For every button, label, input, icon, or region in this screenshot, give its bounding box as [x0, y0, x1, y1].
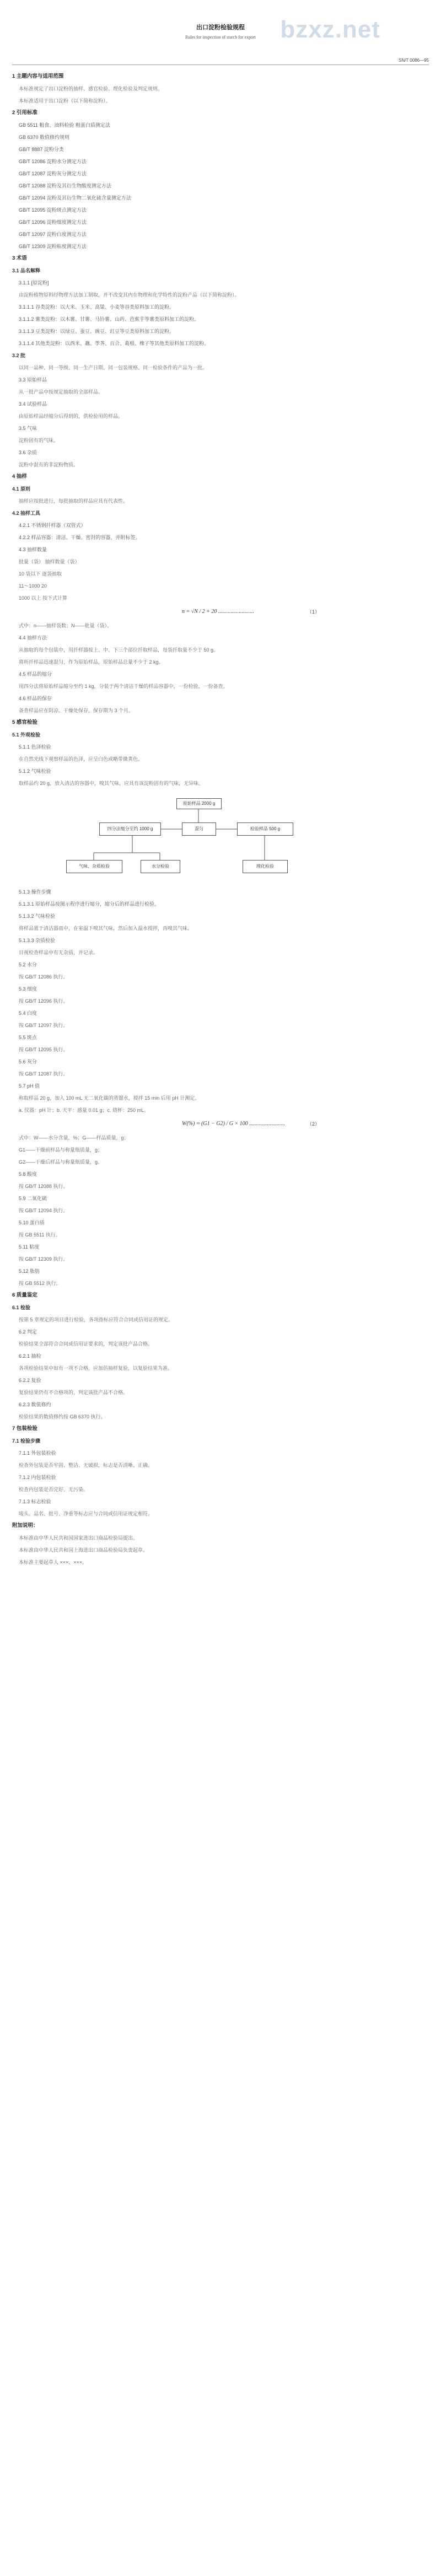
- subclause-text-text: 3.1.1.2 薯类淀粉：以木薯、甘薯、马铃薯、山药、芭蕉芋等薯类原料加工的淀粉。: [19, 316, 200, 322]
- paragraph-text: [0, 580, 441, 592]
- paragraph-text: [0, 1338, 441, 1350]
- clause-heading-text: 3.4 试验样品: [19, 401, 47, 407]
- clause-heading: [0, 447, 441, 459]
- section-heading: [0, 471, 441, 483]
- section-heading-text: 2 引用标准: [12, 110, 37, 116]
- reference-standard: [0, 240, 441, 252]
- clause-heading: [0, 1168, 441, 1180]
- paragraph-text: [0, 1386, 441, 1399]
- paragraph-text: [0, 1229, 441, 1241]
- clause-heading: [0, 632, 441, 644]
- paragraph-text-text: 将所扦样品迅速混匀，作为原始样品，原始样品总量不少于 2 kg。: [19, 659, 164, 665]
- paragraph-text: [0, 680, 441, 692]
- section-heading: [0, 1423, 441, 1435]
- paragraph-text: [0, 386, 441, 398]
- clause-heading: [0, 1374, 441, 1386]
- subsection-heading-text: 4.2 抽样工具: [12, 510, 41, 516]
- clause-heading-text: 5.11 粘度: [19, 1244, 40, 1250]
- paragraph-text-text: G2——干燥后样品与称量瓶质量，g。: [19, 1159, 103, 1165]
- clause-heading: [0, 1241, 441, 1253]
- clause-heading-text: 5.4 白度: [19, 1010, 37, 1016]
- clause-heading: [0, 422, 441, 434]
- paragraph-text-text: 由原始样品经缩分后得到的，供检验用的样品。: [19, 413, 123, 419]
- flow-box-original-sample: 原始样品 2000 g: [176, 798, 222, 809]
- paragraph-text-text: 抽样应按批进行，每批抽取的样品应具有代表性。: [19, 498, 128, 504]
- reference-standard: [0, 168, 441, 180]
- paragraph-text: [0, 1019, 441, 1031]
- paragraph-text: [0, 1068, 441, 1080]
- paragraph-text: [0, 1204, 441, 1217]
- subclause-text-text: 5.1.3.1 原始样品按图示程序进行缩分，缩分后的样品进行检验。: [19, 901, 160, 907]
- formula: [0, 1116, 441, 1132]
- reference-standard: [0, 119, 441, 131]
- clause-heading-text: 5.1.3 操作步骤: [19, 889, 51, 895]
- paragraph-text-text: G1——干燥前样品与称量瓶质量，g；: [19, 1147, 103, 1153]
- paragraph-text: [0, 83, 441, 95]
- clause-heading: [0, 1056, 441, 1068]
- clause-heading-text: 3.6 杂质: [19, 450, 37, 455]
- document-body: [0, 71, 441, 1568]
- subclause-text-text: 3.1.1.1 谷类淀粉：以大米、玉米、高粱、小麦等谷类原料加工的淀粉。: [19, 304, 175, 310]
- closing-note-text: 本标准由中华人民共和国国家进出口商品检验局提出。: [19, 1535, 138, 1541]
- paragraph-text-text: 检验结果的数值修约按 GB 6370 执行。: [19, 1414, 106, 1419]
- clause-heading-text: 7.1.1 外包装检验: [19, 1450, 56, 1456]
- subsection-heading: [0, 729, 441, 741]
- paragraph-text-text: 各项检验结果中如有一项不合格，应加倍抽样复验，以复验结果为准。: [19, 1365, 173, 1371]
- clause-heading-text: 4.6 样品的保存: [19, 696, 52, 701]
- clause-heading-text: 3.3 原始样品: [19, 377, 47, 383]
- formula-expression: n = √N / 2 + 20 ..........................: [182, 609, 254, 615]
- clause-heading: [0, 1350, 441, 1362]
- paragraph-text-text: 按 GB/T 12096 执行。: [19, 998, 68, 1004]
- closing-note: [0, 1556, 441, 1568]
- paragraph-text-text: 按 GB 5512 执行。: [19, 1281, 61, 1286]
- subsection-heading: [0, 1435, 441, 1447]
- paragraph-text-text: 11～1000 20: [19, 583, 47, 589]
- paragraph-text-text: 按 GB 5511 执行。: [19, 1232, 61, 1238]
- paragraph-text: [0, 95, 441, 107]
- paragraph-text-text: 按 GB/T 12309 执行。: [19, 1256, 68, 1262]
- reference-standard-text: GB/T 12094 淀粉及其衍生物二氧化硫含量测定方法: [19, 195, 131, 201]
- subsection-heading: [0, 349, 441, 362]
- clause-heading-text: 5.8 酸度: [19, 1171, 37, 1177]
- paragraph-text-text: 将样品置于清洁器皿中，在室温下嗅其气味，然后加入温水搅拌，再嗅其气味。: [19, 926, 193, 931]
- clause-heading-text: 5.7 pH 值: [19, 1083, 40, 1089]
- sampling-flowchart: [0, 789, 441, 886]
- section-heading: [0, 717, 441, 729]
- formula-number: （2）: [306, 1121, 320, 1127]
- subsection-heading: [0, 507, 441, 519]
- subsection-heading-text: 4.1 原则: [12, 486, 31, 492]
- subsection-heading-text: 5.1 外观检验: [12, 732, 41, 738]
- paragraph-text-text: 由淀粉植物原料经物理方法加工制取，并不改变其内在物理和化学特性的淀粉产品（以下简称淀粉）。: [19, 292, 240, 298]
- reference-standard: [0, 155, 441, 168]
- subsection-heading-text: 3.2 批: [12, 353, 26, 358]
- reference-standard-text: GB/T 12086 淀粉水分测定方法: [19, 159, 87, 164]
- clause-heading-text: 7.1.3 标志检验: [19, 1499, 51, 1504]
- subsection-heading: [0, 1302, 441, 1314]
- closing-note: [0, 1544, 441, 1556]
- paragraph-text: [0, 753, 441, 765]
- clause-heading-text: 6.2 判定: [19, 1329, 37, 1335]
- subclause-text: [0, 301, 441, 313]
- subclause-text-text: 3.1.1.4 其他类淀粉：以西米、藕、荸荠、百合、葛根、橡子等其他类原料加工的淀粉。: [19, 341, 209, 346]
- paragraph-text-text: 从抽取的每个包装中，用扦样器按上、中、下三个部位扦取样品，每袋扦取量不少于 50 g。: [19, 647, 219, 653]
- paragraph-text: [0, 1180, 441, 1192]
- clause-heading-text: 4.3 抽样数量: [19, 547, 47, 552]
- paragraph-text: [0, 704, 441, 717]
- clause-heading-text: 5.2 水分: [19, 962, 37, 967]
- clause-heading: [0, 741, 441, 753]
- subclause-text: [0, 910, 441, 922]
- clause-heading: [0, 531, 441, 544]
- standard-number: SN/T 0086—95: [399, 58, 429, 63]
- section-heading: [0, 71, 441, 83]
- section-heading-text: 7 包装检验: [12, 1426, 37, 1432]
- watermark: bzxz.net: [280, 16, 380, 43]
- paragraph-text-text: 本标准规定了出口淀粉的抽样、感官检验、理化检验及判定规则。: [19, 86, 163, 92]
- paragraph-text: [0, 1104, 441, 1116]
- section-heading-text: 4 抽样: [12, 474, 27, 480]
- header-divider: [12, 64, 429, 65]
- section-heading-text: 3 术语: [12, 255, 27, 261]
- clause-heading-text: 4.4 抽样方法: [19, 635, 47, 641]
- paragraph-text-text: 式中：n——抽样袋数；N——批量（袋）。: [19, 623, 112, 628]
- reference-standard-text: GB/T 12088 淀粉及其衍生物酸度测定方法: [19, 183, 111, 189]
- paragraph-text: [0, 289, 441, 301]
- paragraph-text-text: 检验结果全部符合合同或信用证要求的，判定该批产品合格。: [19, 1341, 153, 1347]
- paragraph-text-text: 按 GB/T 12097 执行。: [19, 1023, 68, 1028]
- subclause-text-text: 5.1.3.2 气味检验: [19, 913, 56, 919]
- paragraph-text: [0, 1508, 441, 1520]
- subclause-text: [0, 898, 441, 910]
- section-heading: [0, 252, 441, 265]
- clause-heading: [0, 544, 441, 556]
- paragraph-text: [0, 556, 441, 568]
- flow-box-odor-impurity: 气味、杂质检验: [66, 860, 122, 873]
- reference-standard: [0, 131, 441, 143]
- paragraph-text: [0, 922, 441, 934]
- subclause-text: [0, 337, 441, 349]
- paragraph-text-text: 称取样品 20 g，加入 100 mL 无二氧化碳的蒸馏水，搅拌 15 min 后用 pH 计测定。: [19, 1095, 200, 1101]
- paragraph-text: [0, 1253, 441, 1265]
- paragraph-text-text: 淀粉中混有的非淀粉物质。: [19, 462, 79, 467]
- paragraph-text-text: a. 仪器：pH 计；b. 天平：感量 0.01 g；c. 烧杯：250 mL。: [19, 1107, 149, 1113]
- flow-box-mixing: 混匀: [182, 822, 216, 836]
- clause-heading-text: 5.3 细度: [19, 986, 37, 992]
- reference-standard-text: GB/T 12087 淀粉灰分测定方法: [19, 171, 87, 176]
- paragraph-text-text: 在自然光线下观察样品的色泽，应呈白色或略带微黄色。: [19, 756, 143, 762]
- paragraph-text: [0, 1411, 441, 1423]
- subclause-text: [0, 325, 441, 337]
- subclause-text-text: 3.1.1.3 豆类淀粉：以绿豆、蚕豆、豌豆、豇豆等豆类原料加工的淀粉。: [19, 329, 175, 334]
- section-heading-text: 附加说明：: [12, 1523, 39, 1529]
- paragraph-text-text: 以同一品种、同一等级、同一生产日期、同一包装规格、同一检验条件的产品为一批。: [19, 365, 208, 370]
- clause-heading: [0, 1496, 441, 1508]
- paragraph-text: [0, 592, 441, 604]
- closing-note: [0, 1532, 441, 1544]
- clause-heading-text: 4.5 样品的缩分: [19, 671, 52, 677]
- paragraph-text: [0, 459, 441, 471]
- clause-heading: [0, 1265, 441, 1277]
- formula: [0, 604, 441, 620]
- subclause-text: [0, 313, 441, 325]
- paragraph-text: [0, 1314, 441, 1326]
- paragraph-text-text: 按 GB/T 12094 执行。: [19, 1208, 68, 1213]
- flow-box-moisture: 水分检验: [141, 860, 180, 873]
- clause-heading: [0, 374, 441, 386]
- reference-standard: [0, 192, 441, 204]
- clause-heading: [0, 886, 441, 898]
- clause-heading-text: 5.12 脂肪: [19, 1268, 40, 1274]
- paragraph-text-text: 按 GB/T 12088 执行。: [19, 1184, 68, 1189]
- paragraph-text: [0, 1156, 441, 1168]
- paragraph-text-text: 检查内包装是否完好、无污染。: [19, 1487, 89, 1492]
- paragraph-text: [0, 1092, 441, 1104]
- section-heading-text: 5 感官检验: [12, 719, 37, 725]
- clause-heading: [0, 1080, 441, 1092]
- reference-standard: [0, 204, 441, 216]
- clause-heading-text: 5.5 斑点: [19, 1035, 37, 1040]
- reference-standard: [0, 228, 441, 240]
- document-subtitle: Rules for inspection of starch for export: [185, 35, 256, 40]
- subsection-heading: [0, 483, 441, 495]
- subclause-text-text: 5.1.3.3 杂质检验: [19, 938, 56, 943]
- paragraph-text-text: 按 GB/T 12086 执行。: [19, 974, 68, 980]
- paragraph-text-text: 用四分法将原始样品缩分至约 1 kg，分装于两个清洁干燥的样品容器中，一份检验，一份备查。: [19, 684, 228, 689]
- document-title: 出口淀粉检验规程: [196, 24, 245, 31]
- closing-note-text: 本标准主要起草人 ×××、×××。: [19, 1559, 88, 1565]
- clause-heading: [0, 1326, 441, 1338]
- paragraph-text-text: 从一批产品中按规定抽取的全部样品。: [19, 389, 104, 395]
- paragraph-text: [0, 644, 441, 656]
- clause-heading-text: 5.10 蛋白质: [19, 1220, 45, 1225]
- clause-heading-text: 4.2.1 不锈钢扦样器（双管式）: [19, 523, 86, 528]
- paragraph-text-text: 式中：W——水分含量，%；G——样品质量，g；: [19, 1135, 129, 1141]
- paragraph-text: [0, 971, 441, 983]
- paragraph-text-text: 批量（袋） 抽样数量（袋）: [19, 559, 80, 564]
- clause-heading: [0, 668, 441, 680]
- clause-heading-text: 7.1.2 内包装检验: [19, 1475, 56, 1480]
- clause-heading: [0, 692, 441, 704]
- paragraph-text-text: 唛头、品名、批号、净重等标志应与合同或信用证规定相符。: [19, 1511, 153, 1516]
- paragraph-text: [0, 434, 441, 447]
- paragraph-text: [0, 1483, 441, 1496]
- clause-heading-text: 6.2.1 抽检: [19, 1353, 41, 1359]
- clause-heading: [0, 1447, 441, 1459]
- reference-standard-text: GB 5511 粮食、油料检验 粗蛋白质测定法: [19, 122, 110, 128]
- reference-standard: [0, 216, 441, 228]
- paragraph-text: [0, 777, 441, 789]
- paragraph-text-text: 1000 以上 按下式计算: [19, 595, 68, 601]
- clause-heading-text: 6.2.2 复验: [19, 1378, 41, 1383]
- paragraph-text-text: 目视检查样品中有无杂质，并记录。: [19, 950, 99, 955]
- paragraph-text-text: 10 袋以下 逐袋抽取: [19, 571, 62, 577]
- paragraph-text-text: 淀粉固有的气味。: [19, 438, 59, 443]
- paragraph-text: [0, 946, 441, 959]
- paragraph-text: [0, 495, 441, 507]
- clause-heading: [0, 1007, 441, 1019]
- paragraph-text: [0, 620, 441, 632]
- subsection-heading-text: 6.1 检验: [12, 1305, 31, 1310]
- clause-heading-text: 3.1.1 [原淀粉]: [19, 280, 49, 286]
- paragraph-text-text: 按 GB/T 12095 执行。: [19, 1047, 68, 1052]
- paragraph-text: [0, 656, 441, 668]
- clause-heading-text: 3.5 气味: [19, 426, 37, 431]
- subsection-heading: [0, 265, 441, 277]
- paragraph-text: [0, 995, 441, 1007]
- paragraph-text-text: 检查外包装是否牢固、整洁、无破损，标志是否清晰、正确。: [19, 1462, 153, 1468]
- reference-standard-text: GB/T 12309 淀粉粘度测定方法: [19, 244, 87, 249]
- formula-expression: W(%) = (G1 − G2) / G × 100 ..........................: [182, 1121, 286, 1127]
- paragraph-text-text: 按第 5 章规定的项目进行检验，各项指标应符合合同或信用证的规定。: [19, 1317, 174, 1322]
- paragraph-text-text: 备查样品应在阴凉、干燥处保存，保存期为 3 个月。: [19, 708, 134, 713]
- section-heading: [0, 107, 441, 119]
- flow-box-quartering: 四分法缩分至约 1000 g: [99, 822, 161, 836]
- reference-standard-text: GB/T 12096 淀粉细度测定方法: [19, 219, 87, 225]
- reference-standard: [0, 180, 441, 192]
- paragraph-text: [0, 1459, 441, 1471]
- paragraph-text: [0, 568, 441, 580]
- flow-box-physicochemical: 理化检验: [243, 860, 288, 873]
- clause-heading: [0, 1471, 441, 1483]
- clause-heading: [0, 1031, 441, 1044]
- closing-note-text: 本标准由中华人民共和国上海进出口商品检验局负责起草。: [19, 1547, 148, 1553]
- clause-heading-text: 5.1.1 色泽检验: [19, 744, 51, 750]
- clause-heading: [0, 959, 441, 971]
- formula-number: （1）: [306, 609, 320, 615]
- reference-standard-text: GB/T 12097 淀粉白度测定方法: [19, 232, 87, 237]
- paragraph-text-text: 本标准适用于出口淀粉（以下简称淀粉）。: [19, 98, 111, 104]
- clause-heading: [0, 1399, 441, 1411]
- flow-box-test-sample: 检验样品 500 g: [237, 822, 293, 836]
- clause-heading: [0, 765, 441, 777]
- reference-standard: [0, 143, 441, 155]
- clause-heading: [0, 1217, 441, 1229]
- paragraph-text: [0, 1144, 441, 1156]
- clause-heading: [0, 398, 441, 410]
- paragraph-text: [0, 1044, 441, 1056]
- section-heading: [0, 1289, 441, 1302]
- reference-standard-text: GB 6370 数值修约规则: [19, 135, 70, 140]
- paragraph-text-text: 复验结果仍有不合格项的，判定该批产品不合格。: [19, 1390, 128, 1395]
- subsection-heading-text: 7.1 检验步骤: [12, 1438, 41, 1444]
- clause-heading: [0, 519, 441, 531]
- paragraph-text-text: 取样品约 20 g，放入清洁的容器中，嗅其气味，应具有该淀粉固有的气味，无异味。: [19, 781, 204, 786]
- reference-standard-text: GB/T 12095 淀粉斑点测定方法: [19, 207, 87, 213]
- paragraph-text: [0, 1132, 441, 1144]
- paragraph-text: [0, 410, 441, 422]
- clause-heading: [0, 277, 441, 289]
- clause-heading-text: 5.1.2 气味检验: [19, 768, 51, 774]
- section-heading: [0, 1520, 441, 1532]
- paragraph-text: [0, 1277, 441, 1289]
- reference-standard-text: GB/T 8887 淀粉分类: [19, 147, 64, 152]
- section-heading-text: 6 质量鉴定: [12, 1292, 37, 1298]
- section-heading-text: 1 主题内容与适用范围: [12, 73, 64, 79]
- clause-heading: [0, 983, 441, 995]
- subsection-heading-text: 3.1 品名解释: [12, 268, 41, 273]
- paragraph-text: [0, 362, 441, 374]
- subclause-text: [0, 934, 441, 946]
- clause-heading-text: 6.2.3 数值修约: [19, 1402, 51, 1407]
- paragraph-text-text: 按 GB/T 12087 执行。: [19, 1071, 68, 1077]
- paragraph-text: [0, 1362, 441, 1374]
- clause-heading: [0, 1192, 441, 1204]
- clause-heading-text: 5.9 二氧化硫: [19, 1196, 47, 1201]
- clause-heading-text: 4.2.2 样品容器：清洁、干燥、密封的容器，并附标签。: [19, 535, 141, 540]
- clause-heading-text: 5.6 灰分: [19, 1059, 37, 1064]
